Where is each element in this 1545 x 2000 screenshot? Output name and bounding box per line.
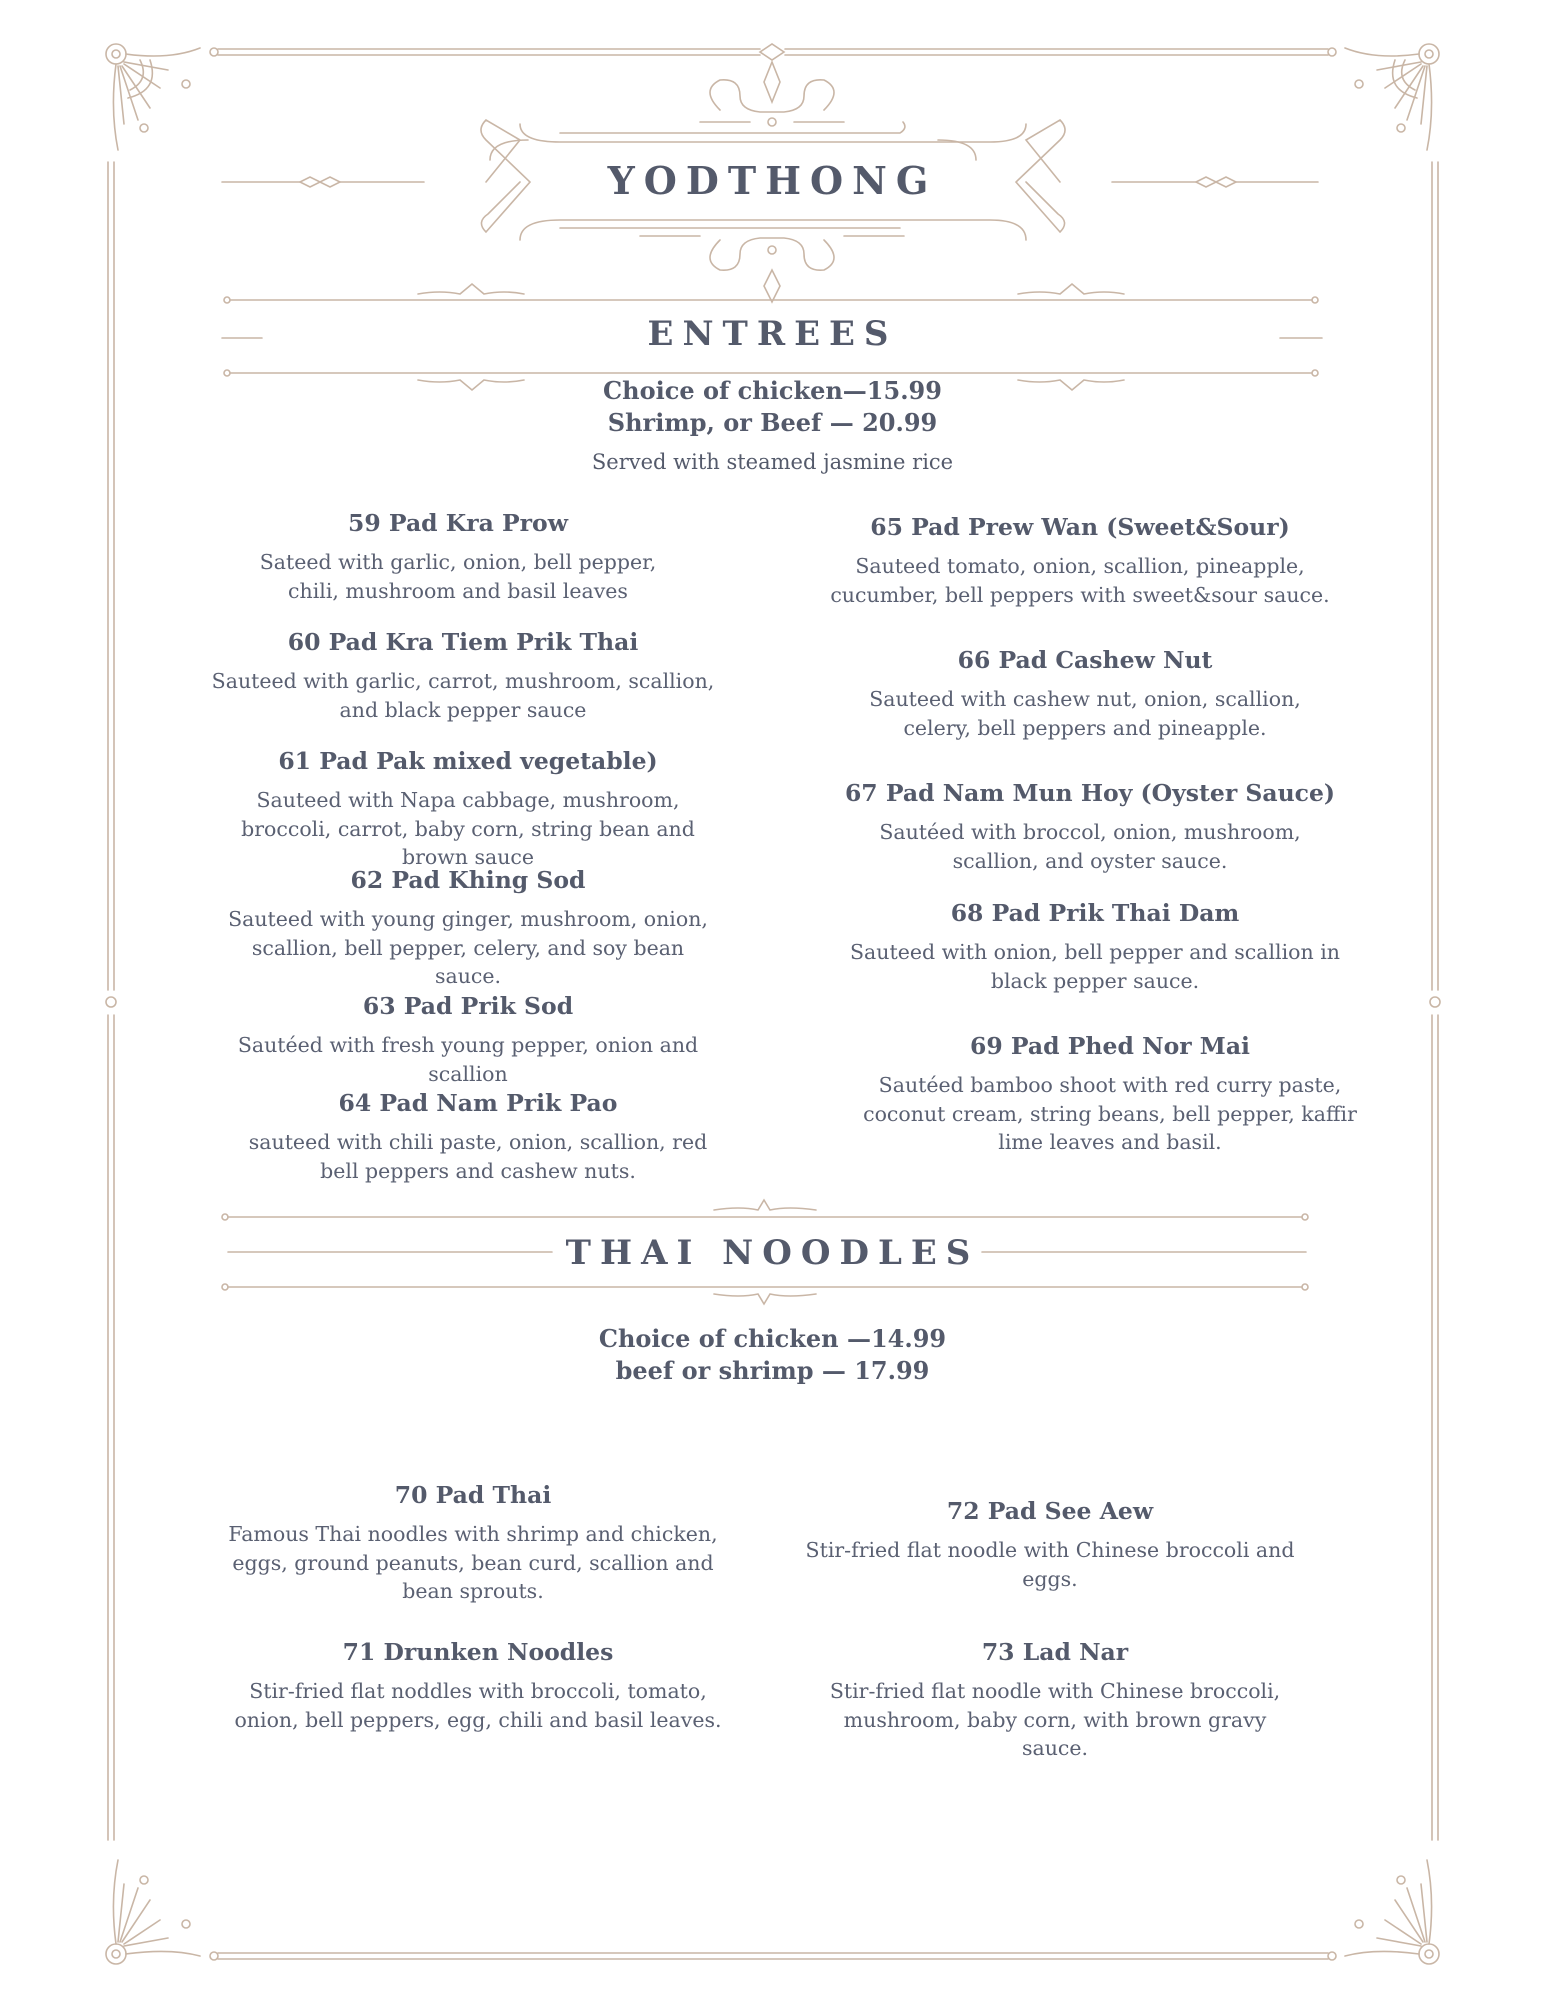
item-name: 72 Pad See Aew xyxy=(946,1497,1154,1525)
menu-item xyxy=(218,746,718,872)
item-description: Sauteed with young ginger, mushroom, onion, scallion, bell pepper, celery, and soy bean sauce. xyxy=(228,907,708,988)
menu-item xyxy=(780,1496,1320,1593)
item-description: Stir-fried flat noodle with Chinese broccoli and eggs. xyxy=(805,1538,1295,1591)
item-description: Sauteed with cashew nut, onion, scallion, celery, bell peppers and pineapple. xyxy=(869,687,1301,740)
entrees-price-line-1: Choice of chicken—15.99 xyxy=(603,376,942,405)
menu-item xyxy=(850,1031,1370,1157)
noodles-price-line-2: beef or shrimp — 17.99 xyxy=(615,1356,930,1385)
item-name: 61 Pad Pak mixed vegetable) xyxy=(278,747,658,775)
menu-item xyxy=(218,1480,728,1606)
item-name: 60 Pad Kra Tiem Prik Thai xyxy=(287,628,639,656)
item-name: 70 Pad Thai xyxy=(394,1481,552,1509)
menu-item xyxy=(835,778,1345,875)
item-description: Sauteed with Napa cabbage, mushroom, broccoli, carrot, baby corn, string bean and brown sauce xyxy=(241,788,695,869)
item-description: Stir-fried flat noodle with Chinese broccoli, mushroom, baby corn, with brown gravy sauce. xyxy=(829,1679,1281,1760)
menu-item xyxy=(835,898,1355,995)
item-name: 64 Pad Nam Prik Pao xyxy=(338,1089,618,1117)
menu-item xyxy=(208,508,708,605)
item-name: 67 Pad Nam Mun Hoy (Oyster Sauce) xyxy=(844,779,1336,807)
noodles-title: THAI NOODLES xyxy=(565,1233,980,1273)
item-description: Sautéed with broccol, onion, mushroom, scallion, and oyster sauce. xyxy=(879,820,1301,873)
item-name: 59 Pad Kra Prow xyxy=(348,509,568,537)
item-name: 62 Pad Khing Sod xyxy=(350,866,586,894)
item-description: Sauteed with garlic, carrot, mushroom, scallion, and black pepper sauce xyxy=(211,669,715,722)
item-name: 65 Pad Prew Wan (Sweet&Sour) xyxy=(870,513,1290,541)
menu-item xyxy=(228,1088,728,1185)
item-name: 69 Pad Phed Nor Mai xyxy=(970,1032,1250,1060)
menu-item xyxy=(835,645,1335,742)
item-name: 68 Pad Prik Thai Dam xyxy=(950,899,1240,927)
restaurant-name: YODTHONG xyxy=(607,158,938,203)
menu-item xyxy=(208,991,728,1088)
item-name: 73 Lad Nar xyxy=(981,1638,1129,1666)
item-description: Famous Thai noodles with shrimp and chicken, eggs, ground peanuts, bean curd, scallion and bean sprouts. xyxy=(228,1522,718,1603)
menu-item xyxy=(218,865,718,991)
item-description: Sauteed with onion, bell pepper and scallion in black pepper sauce. xyxy=(850,940,1340,993)
item-description: sauteed with chili paste, onion, scallion, red bell peppers and cashew nuts. xyxy=(248,1130,708,1183)
item-name: 63 Pad Prik Sod xyxy=(362,992,574,1020)
item-name: 66 Pad Cashew Nut xyxy=(957,646,1213,674)
menu-item xyxy=(825,512,1335,609)
item-description: Sateed with garlic, onion, bell pepper, chili, mushroom and basil leaves xyxy=(259,550,657,603)
item-description: Sautéed bamboo shoot with red curry paste, coconut cream, string beans, bell pepper, kaffir lime leaves and basil. xyxy=(863,1073,1357,1154)
menu-item xyxy=(228,1637,728,1734)
menu-item xyxy=(815,1637,1295,1763)
item-name: 71 Drunken Noodles xyxy=(342,1638,614,1666)
item-description: Sautéed with fresh young pepper, onion and scallion xyxy=(237,1033,699,1086)
item-description: Sauteed tomato, onion, scallion, pineapple, cucumber, bell peppers with sweet&sour sauce. xyxy=(830,554,1330,607)
entrees-price-line-2: Shrimp, or Beef — 20.99 xyxy=(607,408,938,437)
item-description: Stir-fried flat noddles with broccoli, tomato, onion, bell peppers, egg, chili and basil leaves. xyxy=(234,1679,722,1732)
noodles-price-line-1: Choice of chicken —14.99 xyxy=(598,1324,947,1353)
menu-item xyxy=(208,627,718,724)
entrees-served-with: Served with steamed jasmine rice xyxy=(591,450,954,474)
entrees-title: ENTREES xyxy=(647,314,898,354)
